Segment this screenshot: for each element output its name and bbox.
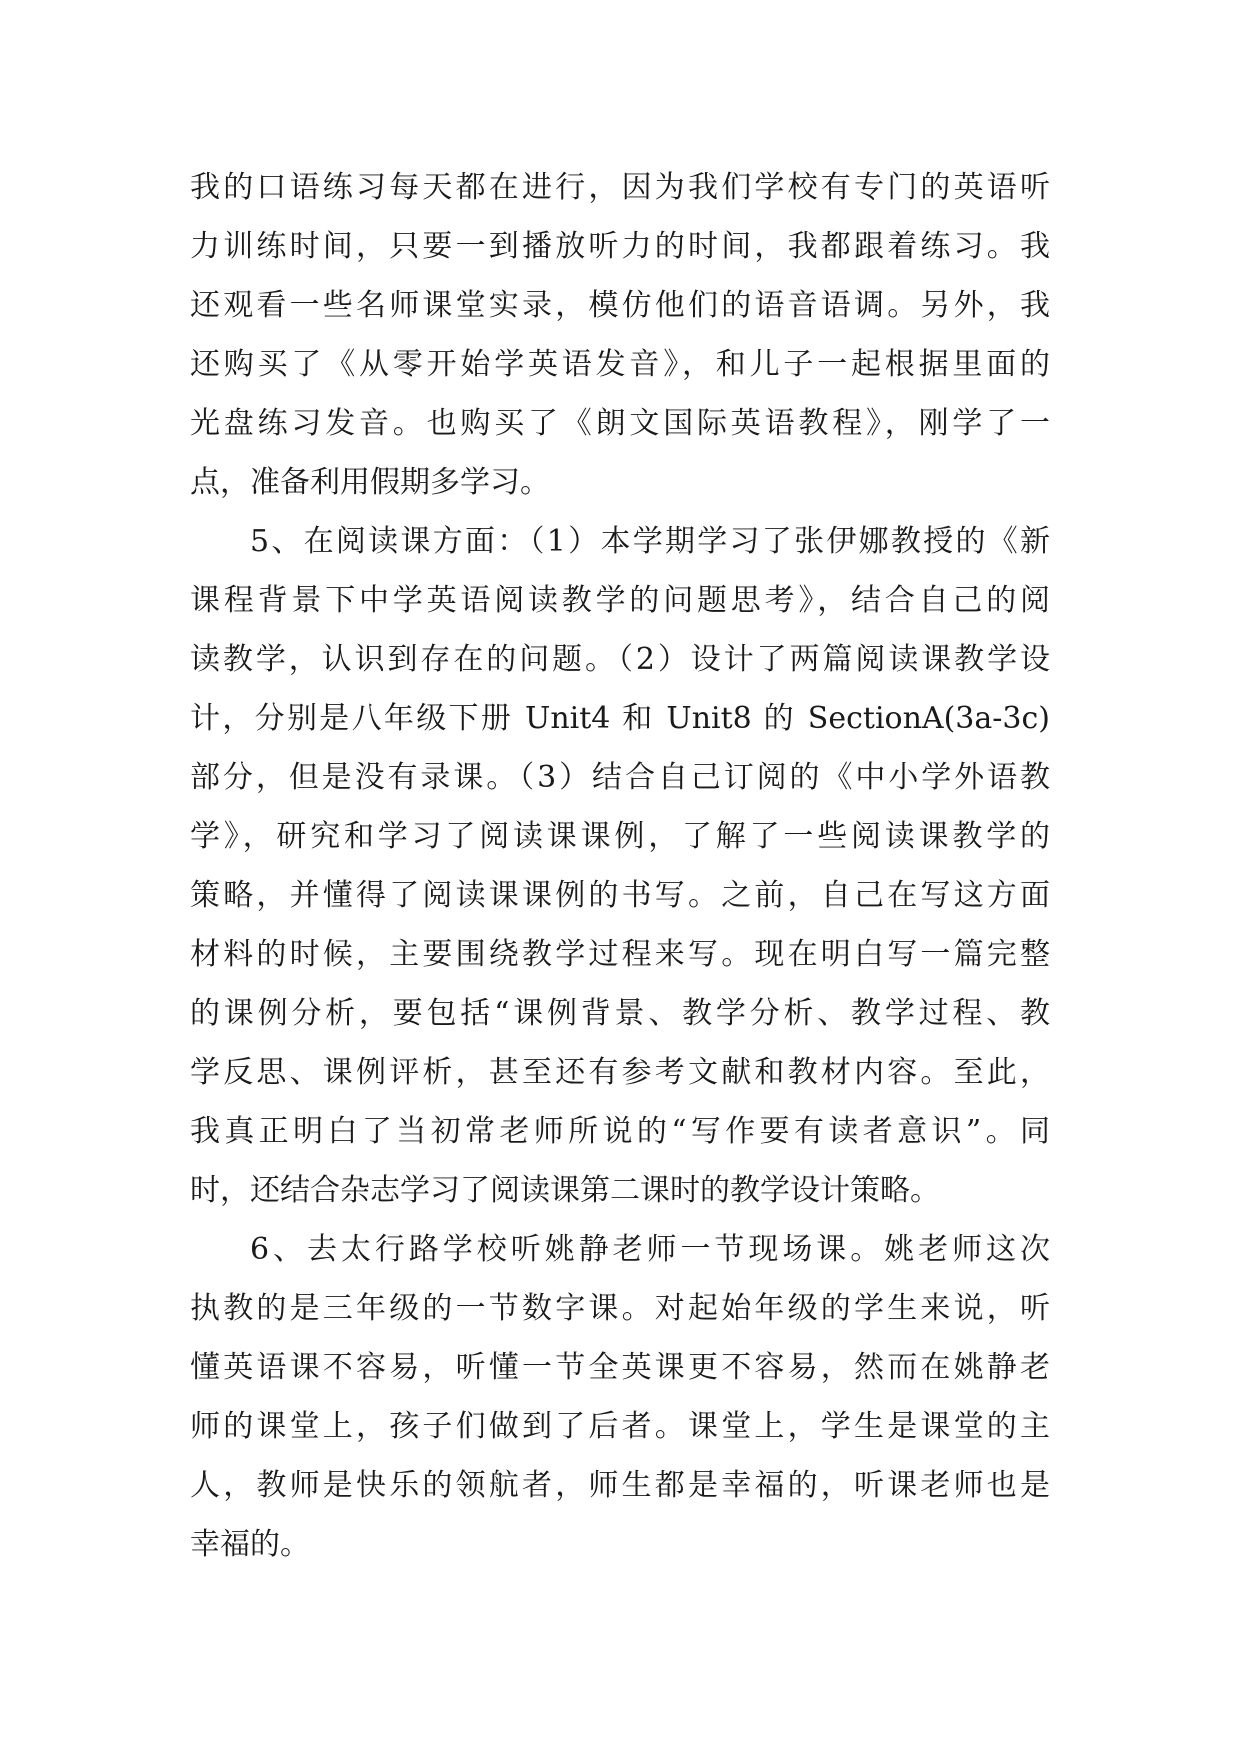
text-line: 我真正明白了当初常老师所说的“写作要有读者意识”。同 (190, 1114, 1050, 1149)
text-line: 读教学，认识到存在的问题。（2）设计了两篇阅读课教学设 (190, 642, 1050, 677)
text-line: 学》，研究和学习了阅读课课例，了解了一些阅读课教学的 (190, 819, 1050, 854)
text-line: 懂英语课不容易，听懂一节全英课更不容易，然而在姚静老 (190, 1350, 1050, 1385)
paragraph-continued (190, 158, 1050, 512)
text-line: 的课例分析，要包括“课例背景、教学分析、教学过程、教 (190, 996, 1050, 1031)
paragraph-5 (190, 512, 1050, 1220)
text-line: 部分，但是没有录课。（3）结合自己订阅的《中小学外语教 (190, 760, 1050, 795)
text-line: 6、去太行路学校听姚静老师一节现场课。姚老师这次 (250, 1232, 1050, 1267)
text-line: 师的课堂上，孩子们做到了后者。课堂上，学生是课堂的主 (190, 1409, 1050, 1444)
text-line: 还购买了《从零开始学英语发音》，和儿子一起根据里面的 (190, 347, 1050, 382)
paragraph-6 (190, 1220, 1050, 1574)
text-line: 光盘练习发音。也购买了《朗文国际英语教程》，刚学了一 (190, 406, 1050, 441)
text-line: 计，分别是八年级下册 Unit4 和 Unit8 的 SectionA(3a-3c) (190, 701, 1050, 736)
text-line: 我的口语练习每天都在进行，因为我们学校有专门的英语听 (190, 170, 1050, 205)
text-line: 课程背景下中学英语阅读教学的问题思考》，结合自己的阅 (190, 583, 1050, 618)
text-line: 还观看一些名师课堂实录，模仿他们的语音语调。另外，我 (190, 288, 1050, 323)
document-body (190, 158, 1050, 1574)
text-line: 材料的时候，主要围绕教学过程来写。现在明白写一篇完整 (190, 937, 1050, 972)
text-line: 时，还结合杂志学习了阅读课第二课时的教学设计策略。 (190, 1173, 940, 1208)
text-line: 5、在阅读课方面：（1）本学期学习了张伊娜教授的《新 (250, 524, 1050, 559)
text-line: 学反思、课例评析，甚至还有参考文献和教材内容。至此， (190, 1055, 1050, 1090)
text-line: 幸福的。 (190, 1527, 310, 1562)
text-line: 执教的是三年级的一节数字课。对起始年级的学生来说，听 (190, 1291, 1050, 1326)
text-line: 人，教师是快乐的领航者，师生都是幸福的，听课老师也是 (190, 1468, 1050, 1503)
text-line: 点，准备利用假期多学习。 (190, 465, 550, 500)
text-line: 力训练时间，只要一到播放听力的时间，我都跟着练习。我 (190, 229, 1050, 264)
text-line: 策略，并懂得了阅读课课例的书写。之前，自己在写这方面 (190, 878, 1050, 913)
